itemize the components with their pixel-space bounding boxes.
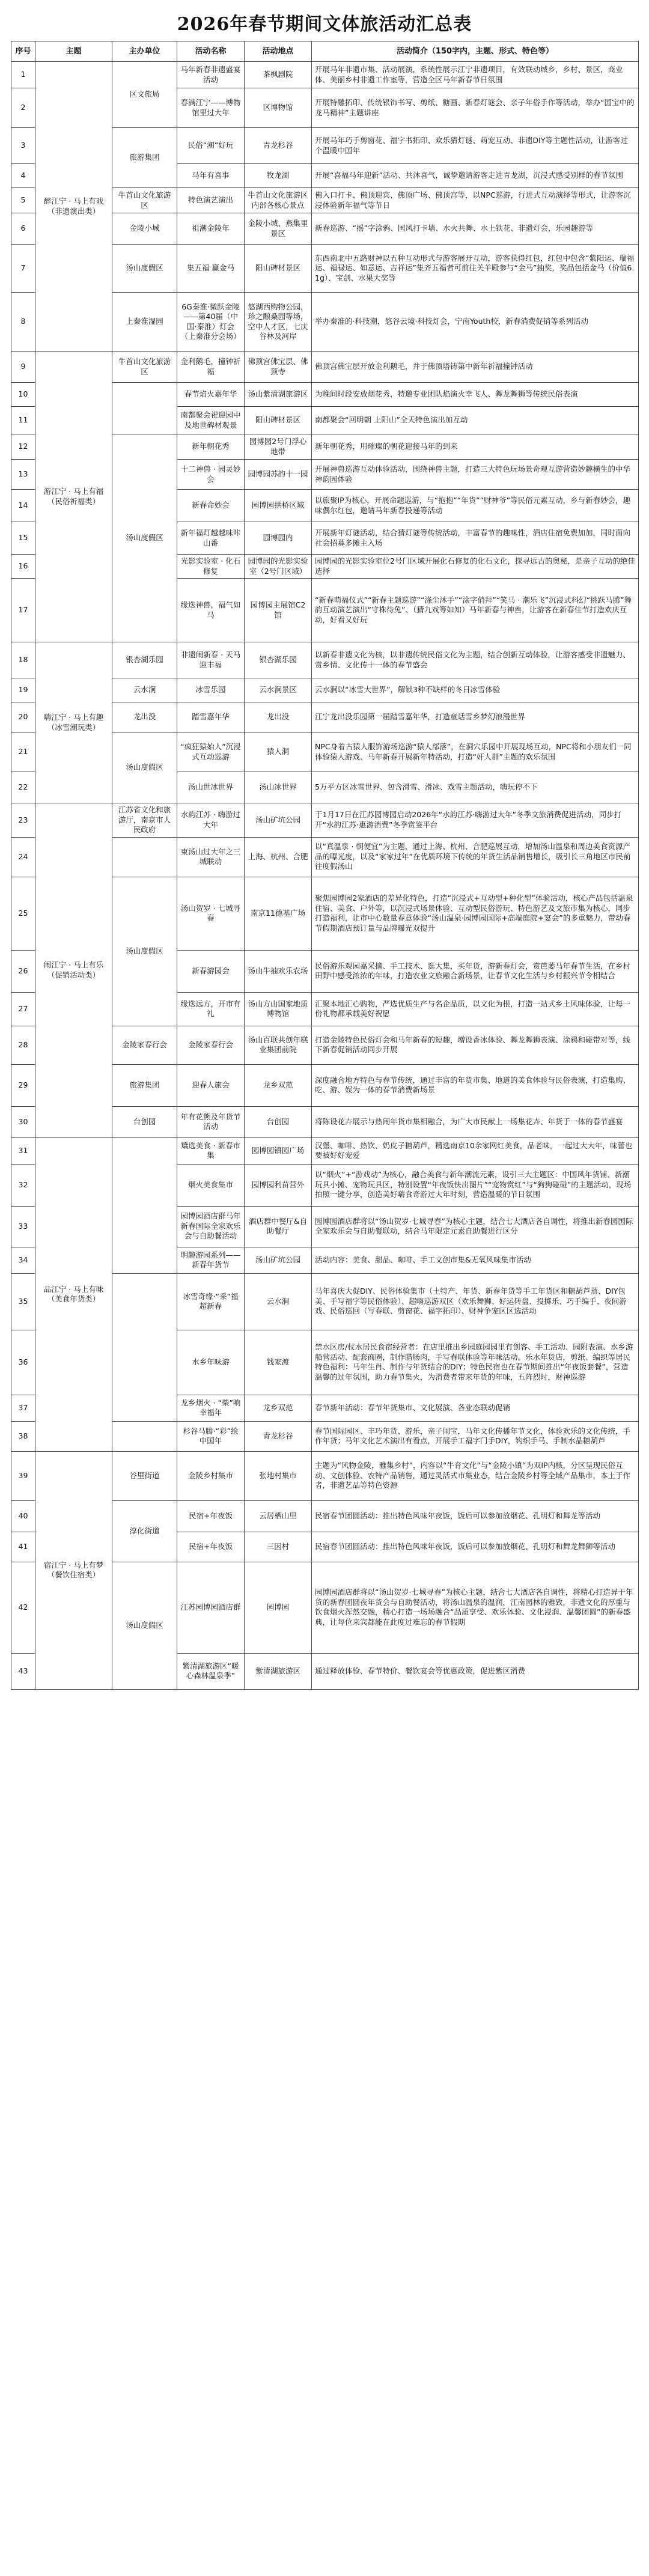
organizer-cell: 牛首山文化旅游区 xyxy=(112,352,177,383)
activity-place-cell: 青龙杉谷 xyxy=(245,1421,312,1451)
activity-place-cell: 茶枫剧院 xyxy=(245,62,312,88)
row-number: 1 xyxy=(11,62,35,88)
activity-name-cell: 金陵乡村集市 xyxy=(177,1451,245,1500)
activity-desc-cell: 禁水区房/杖水居民食宿经营者：在店里推出乡园庭园园里有创客、手工活动、园附表演、水乡游船营活动、配套商圈，制作腊肠肉，手写春联体验等年味活动。乐水年货店，剪纸、编织等居民特色福利：马年生肖、制作与年货结合的DIY；特色民宿也在春节期间推出“年夜饭套餐”，营造温馨的过年氛围，助力春节集火，为消费者带来年货的年味，五阵烈时，财神巡游 xyxy=(312,1330,639,1395)
organizer-cell xyxy=(112,1421,177,1451)
activity-place-cell: 汤山矿坑公园 xyxy=(245,1247,312,1273)
row-number: 2 xyxy=(11,88,35,128)
row-number: 4 xyxy=(11,164,35,188)
activity-desc-cell: 佛入口打卡、佛顶迎宾、佛顶广场、佛顶宫等，以NPC巡游，行进式互动演绎等形式，让游客沉浸体验新年福气等节日 xyxy=(312,188,639,213)
activity-place-cell: 汤山牛抽欢乐农场 xyxy=(245,950,312,992)
organizer-cell: 云水涧 xyxy=(112,678,177,702)
activity-desc-cell: 以“烟火”+“游戏动”为核心，融合美食与新年潮流元素，设引三大主题区：中国风年货铺、新潮玩具小摊、宠物玩具区，特别设置“年夜饭快出图片”“宠物赏红”与“狗狗碰碰”的主题活动，现场拍照一键分享，创造美好嗨食奇游过大年时刻，营造温暖的节日氛围 xyxy=(312,1164,639,1206)
row-number: 13 xyxy=(11,460,35,490)
activity-name-cell: 矯选美食 · 新春市集 xyxy=(177,1137,245,1164)
row-number: 35 xyxy=(11,1273,35,1330)
activity-desc-cell: 汇聚本地汇心购物，严选优质生产与名企品质，以文化为根，打造一站式乡土风味体验，让每一份礼物都承载美好祝愿 xyxy=(312,992,639,1026)
theme-cell: 宿江宁 · 马上有梦（餐饮住宿类） xyxy=(35,1451,112,1689)
organizer-cell: 汤山度假区 xyxy=(112,732,177,803)
activity-name-cell: 春节焰火嘉年华 xyxy=(177,383,245,407)
activity-name-cell: 龙乡烟火 · “柴”响幸福年 xyxy=(177,1395,245,1421)
row-number: 32 xyxy=(11,1164,35,1206)
activity-name-cell: 6G秦淮·微跃金陵——第40届（中国·秦淮）灯会（上秦淮分会场） xyxy=(177,293,245,352)
row-number: 28 xyxy=(11,1026,35,1064)
organizer-cell: 汤山度假区 xyxy=(112,877,177,1026)
activity-desc-cell: 为晚间时段安放烟花秀，特邀专业团队焰演火幸飞人、舞龙舞狮等传统民俗表演 xyxy=(312,383,639,407)
organizer-cell: 汤山度假区 xyxy=(112,434,177,642)
row-number: 42 xyxy=(11,1562,35,1653)
activity-name-cell: 十二神兽 · 园灵妙会 xyxy=(177,460,245,490)
activity-desc-cell: 通过释放体验、春节特价、餐饮宴会等优惠政策，促进紫区消费 xyxy=(312,1653,639,1689)
activity-name-cell: 束汤山过大年之三城联动 xyxy=(177,837,245,877)
row-number: 37 xyxy=(11,1395,35,1421)
row-number: 41 xyxy=(11,1532,35,1562)
activity-place-cell: 园博园拱桥区域 xyxy=(245,490,312,522)
activity-desc-cell: 春节国际园区、丰巧年货、游乐，亲子闹宝，马年文化传播年节文化，体验欢乐的文化传统，手作年货；马年文化艺术演出有看点，开展手工福字门手DIY，钩织手马、手制水晶糖葫芦 xyxy=(312,1421,639,1451)
activity-name-cell: 马年新春非遗盛宴活动 xyxy=(177,62,245,88)
activity-place-cell: 园博园镇园广场 xyxy=(245,1137,312,1164)
row-number: 34 xyxy=(11,1247,35,1273)
row-number: 39 xyxy=(11,1451,35,1500)
activity-place-cell: 龙出没 xyxy=(245,702,312,732)
activity-name-cell: 冰雪乐园 xyxy=(177,678,245,702)
row-number: 11 xyxy=(11,407,35,434)
activity-desc-cell: 新春巡游、“摇”字涂鸦、国风打卡墙、水火共舞、水上铁花、非遗灯会，乐园趣游等 xyxy=(312,213,639,245)
activity-name-cell: 水韵江苏 · 嗨游过大年 xyxy=(177,803,245,838)
activity-place-cell: 钱家渡 xyxy=(245,1330,312,1395)
activity-name-cell: 杉谷马腾·“彩”绘中国年 xyxy=(177,1421,245,1451)
row-number: 36 xyxy=(11,1330,35,1395)
row-number: 15 xyxy=(11,522,35,555)
activity-desc-cell: 以旅聚IP为核心，开展命题巡游，与“抱抱”“年货”“财神爷”等民俗元素互动，乡与新春妙会，趣味偶尔红包，邀请马年新春投递等活动 xyxy=(312,490,639,522)
activity-summary-table xyxy=(11,41,639,1690)
activity-desc-cell: 开展马年巧手剪窗花、福字书拓印、欢乐猜灯谜、萌宠互动、非遗DIY等主题性活动，让游客过个温暖中国年 xyxy=(312,128,639,164)
row-number: 5 xyxy=(11,188,35,213)
activity-name-cell: 汤山世冰世界 xyxy=(177,772,245,803)
activity-place-cell: 园博园利苗营外 xyxy=(245,1164,312,1206)
row-number: 21 xyxy=(11,732,35,772)
row-number: 20 xyxy=(11,702,35,732)
activity-desc-cell: 东西南北中五路财神以五种互动形式与游客展开互动，游客获得红包，红包中包含“紫阳运、瑞福运、福禄运、如意运、吉祥运”集齐五福者可前往关羊殿参与“金马”抽奖，奖品包括金马（价值6.1g）、宝剑、水果大奖等 xyxy=(312,245,639,293)
organizer-cell: 汤山度假区 xyxy=(112,1562,177,1689)
header-unit: 主办单位 xyxy=(112,41,177,62)
activity-name-cell: 金陵家春行会 xyxy=(177,1026,245,1064)
row-number: 17 xyxy=(11,579,35,642)
activity-name-cell: 紫清湖旅游区“暖心森林温泉季” xyxy=(177,1653,245,1689)
activity-name-cell: 马年有喜事 xyxy=(177,164,245,188)
activity-desc-cell: 马年喜庆大促DIY、民俗体验集市（土特产、年货、新春年货等手工年货区和糖葫芦蒸、DIY包美、手写福字等民俗体验）、超嗨巡游双区（欢乐舞狮、好运转盘、投掷乐、巧手编手、夜间游戏、民俗巡回（写春联、剪窗花、福字拓印）、财神争宠区区选活动 xyxy=(312,1273,639,1330)
activity-desc-cell: 开展特雕拓印、传统银饰书写、剪纸、糖画、新春灯谜会、亲子年俗手作等活动，举办“国宝中的龙马精神”主题讲座 xyxy=(312,88,639,128)
page-title: 2026年春节期间文体旅活动汇总表 xyxy=(177,14,472,35)
activity-desc-cell: 举办秦淮的·科技潮，悠谷云境·科技灯会，宁南Youth校，新春消费促销等系列活动 xyxy=(312,293,639,352)
header-place: 活动地点 xyxy=(245,41,312,62)
theme-cell: 游江宁 · 马上有福（民俗祈福类） xyxy=(35,352,112,642)
activity-place-cell: 张地村集市 xyxy=(245,1451,312,1500)
activity-name-cell: 特色演艺演出 xyxy=(177,188,245,213)
header-no: 序号 xyxy=(11,41,35,62)
row-number: 10 xyxy=(11,383,35,407)
activity-name-cell: 水乡年味游 xyxy=(177,1330,245,1395)
activity-name-cell: 新春游园会 xyxy=(177,950,245,992)
activity-place-cell: 汤山冰世界 xyxy=(245,772,312,803)
organizer-cell: 银杏湖乐园 xyxy=(112,642,177,678)
activity-place-cell: 龙乡双范 xyxy=(245,1064,312,1106)
theme-cell: 闹江宁 · 马上有乐（促销活动类） xyxy=(35,803,112,1138)
activity-name-cell: 春满江宁——博物馆里过大年 xyxy=(177,88,245,128)
organizer-cell: 牛首山文化旅游区 xyxy=(112,188,177,213)
organizer-cell: 江苏省文化和旅游厅，南京市人民政府 xyxy=(112,803,177,838)
row-number: 8 xyxy=(11,293,35,352)
activity-desc-cell: 开展马年非遗市集、活动展演，系统性展示江宁非遗项目，有效联动城乡，乡村、景区，商业体、美丽乡村非遗工作室等，营造全区马年新春节日氛围 xyxy=(312,62,639,88)
theme-cell: 嗨江宁 · 马上有趣（冰雪潮玩类） xyxy=(35,642,112,803)
activity-name-cell: 非遗闹新春 · 天马迎丰福 xyxy=(177,642,245,678)
activity-desc-cell: 主题为“风物金陵，雅集乡村”，内容以“牛育文化”与“金陵小镇”为双IP内核，分区呈现民俗互动、文创体验、农特产品销售，通过灵活式市集业态，结合金陵乡村等全域产品集市，本土于作者，非遗艺品等特色资源 xyxy=(312,1451,639,1500)
activity-desc-cell: 佛顶宫佛宝层开放金利鹅毛，并于佛顶塔铸第中新年祈福撞钟活动 xyxy=(312,352,639,383)
activity-desc-cell: 开展新年灯谜活动，结合猜灯谜等传统活动，丰富春节的趣味性，酒店住宿免费加加，同时面向社会招募多摊主入场 xyxy=(312,522,639,555)
table-row xyxy=(11,642,639,678)
activity-place-cell: 园博园的光影实验室（2号门区域） xyxy=(245,555,312,579)
activity-name-cell: 金利鹅毛，撞钟祈福 xyxy=(177,352,245,383)
row-number: 43 xyxy=(11,1653,35,1689)
activity-place-cell: 三因村 xyxy=(245,1532,312,1562)
activity-desc-cell: 春节新年活动：春节年货集市、文化展演、各业态联动促销 xyxy=(312,1395,639,1421)
table-header-row xyxy=(11,41,639,62)
activity-desc-cell: 云水涧以“冰雪大世界”，解锁3种不缺样的冬日冰雪体验 xyxy=(312,678,639,702)
activity-name-cell: 光影实验室 · 化石修复 xyxy=(177,555,245,579)
row-number: 33 xyxy=(11,1206,35,1247)
activity-desc-cell: 园博园酒店群将以“汤山贺岁·七城寻春”为核心主题，结合七大酒店各自调性，将推出新春园国际全家欢乐会与自助餐联动，结合马年限定元素自助餐进行区分 xyxy=(312,1206,639,1247)
activity-desc-cell: 民宿春节团圆活动：推出特色风味年夜饭，饭后可以参加放烟花、孔明灯和舞龙等活动 xyxy=(312,1500,639,1532)
activity-desc-cell: 汉堡、咖啡、热饮、奶皮子糖葫芦，精选南京10余家网红美食，品老味，一起过大大年，味蕾也要被好好宠爱 xyxy=(312,1137,639,1164)
activity-name-cell: 集五福 赢金马 xyxy=(177,245,245,293)
activity-place-cell: 佛顶宫佛宝层、佛顶寺 xyxy=(245,352,312,383)
header-desc: 活动简介（150字内，主题、形式、特色等） xyxy=(312,41,639,62)
row-number: 3 xyxy=(11,128,35,164)
activity-place-cell: 阳山碑材景区 xyxy=(245,245,312,293)
activity-desc-cell: 新年朝花秀，用璀璨的朝花迎接马年的到来 xyxy=(312,434,639,460)
organizer-cell xyxy=(112,383,177,434)
organizer-cell: 金陵小城 xyxy=(112,213,177,245)
activity-place-cell: 酒店群中餐厅&自助餐厅 xyxy=(245,1206,312,1247)
activity-desc-cell: 开展神兽巡游互动体验活动，围绕神兽主题，打造三大特色玩场景奇观互游营造妙趣横生的中华神韵园体验 xyxy=(312,460,639,490)
activity-name-cell: 新年福灯越越味咔山番 xyxy=(177,522,245,555)
organizer-cell: 区文旅局 xyxy=(112,62,177,128)
activity-name-cell: 缘迭神兽，福气如马 xyxy=(177,579,245,642)
activity-name-cell: 祖潮金陵年 xyxy=(177,213,245,245)
activity-desc-cell: 民俗游乐观园嘉采摘、手工技术、逛大集，买年货，游新春灯会，赏芭萎马年春节生活，在乡村田野中感受浓浓的年味，打造农业文旅融合新场景，让春节文化生活与乡村振兴节令相结合 xyxy=(312,950,639,992)
activity-place-cell: 阳山碑材景区 xyxy=(245,407,312,434)
activity-name-cell: 缘迭远方，开市有礼 xyxy=(177,992,245,1026)
activity-place-cell: 上海、杭州、合肥 xyxy=(245,837,312,877)
organizer-cell: 旅游集团 xyxy=(112,1064,177,1106)
row-number: 19 xyxy=(11,678,35,702)
activity-name-cell: 园博园酒店群马年新春国际全家欢乐会与自助餐活动 xyxy=(177,1206,245,1247)
row-number: 38 xyxy=(11,1421,35,1451)
row-number: 40 xyxy=(11,1500,35,1532)
activity-name-cell: 新年朝花秀 xyxy=(177,434,245,460)
activity-place-cell: 南京11德基广场 xyxy=(245,877,312,950)
activity-place-cell: 园博园 xyxy=(245,1562,312,1653)
table-row xyxy=(11,803,639,838)
organizer-cell: 淳化街道 xyxy=(112,1500,177,1562)
header-theme: 主题 xyxy=(35,41,112,62)
activity-place-cell: 紫清湖旅游区 xyxy=(245,1653,312,1689)
activity-place-cell: 金陵小城、燕集里景区 xyxy=(245,213,312,245)
activity-desc-cell: 江宁龙出没乐园第一届踏雪嘉年华，打造童话雪乡梦幻浪漫世界 xyxy=(312,702,639,732)
organizer-cell xyxy=(112,1137,177,1273)
row-number: 26 xyxy=(11,950,35,992)
activity-name-cell: 江苏园博园酒店群 xyxy=(177,1562,245,1653)
activity-name-cell: 汤山贺岁 · 七城寻春 xyxy=(177,877,245,950)
activity-name-cell: 明趣游园系列——新春年货节 xyxy=(177,1247,245,1273)
activity-place-cell: 猿人洞 xyxy=(245,732,312,772)
activity-desc-cell: 园博园酒店群将以“汤山贺岁·七城寻春”为核心主题，结合七大酒店各自调性，将精心打造异于年货的新春团圆夜年货会与自助餐活动，将汤山温泉的温润，江南园林的雅致，非遗文化的厚重与饮食烟火浑然交融，精心打造一场场融合“品质享受、欢乐体验、文化浸润、温馨团圆”的新春盛典，让每位来宾都能在此度过难忘的春节假期 xyxy=(312,1562,639,1653)
table-row xyxy=(11,352,639,383)
activity-place-cell: 青龙杉谷 xyxy=(245,128,312,164)
activity-name-cell: 踏雪嘉年华 xyxy=(177,702,245,732)
table-row xyxy=(11,62,639,88)
activity-name-cell: 新春命妙会 xyxy=(177,490,245,522)
activity-desc-cell: 于1月17日在江苏园博园启动2026年“水韵江苏·嗨游过大年”冬季文旅消费促进活动，同步打开“水韵江苏·惠游消费”冬季赏鉴平台 xyxy=(312,803,639,838)
theme-cell: 醉江宁 · 马上有戏（非遗演出类） xyxy=(35,62,112,352)
activity-desc-cell: 以新春非遗文化为核，以非遗传统民俗文化为主题，结合创新互动体验，让游客感受非遗魅力、赏乡情、文化传十一体的春节盛会 xyxy=(312,642,639,678)
row-number: 30 xyxy=(11,1106,35,1137)
activity-place-cell: 园博园内 xyxy=(245,522,312,555)
organizer-cell: 旅游集团 xyxy=(112,128,177,188)
activity-place-cell: 云居栖山里 xyxy=(245,1500,312,1532)
activity-name-cell: 南都聚会祝迎园中及地世碑材观景 xyxy=(177,407,245,434)
row-number: 27 xyxy=(11,992,35,1026)
activity-desc-cell: “新春萌福仪式”“新春主题巡游”“涤尘沐手”“涂字俏拜”“笑马 · 潮乐飞”沉浸式科幻“挑跃马腾”舞韵互动演艺演出“守株待兔”、（猜九戏等如知）马年新春与神兽，让游客在新春佳节打造欢庆互动，好看又好玩 xyxy=(312,579,639,642)
activity-name-cell: “疯狂猿始人”沉浸式互动巡游 xyxy=(177,732,245,772)
organizer-cell: 上秦淮湿园 xyxy=(112,293,177,352)
activity-name-cell: 民宿+年夜饭 xyxy=(177,1500,245,1532)
activity-name-cell: 年有花熊及年货节活动 xyxy=(177,1106,245,1137)
row-number: 9 xyxy=(11,352,35,383)
activity-place-cell: 台创园 xyxy=(245,1106,312,1137)
activity-place-cell: 汤山矿坑公园 xyxy=(245,803,312,838)
row-number: 31 xyxy=(11,1137,35,1164)
activity-desc-cell: 深度融合地方特色与春节传统，通过丰富的年货市集、地道的美食体验与民俗表演，打造集购、吃、游、娱为一体的春节消费新场景 xyxy=(312,1064,639,1106)
activity-desc-cell: 活动内容：美食、甜品、咖啡、手工文创市集&无氧风味集市活动 xyxy=(312,1247,639,1273)
activity-place-cell: 龙乡双范 xyxy=(245,1395,312,1421)
activity-desc-cell: 民宿春节团圆活动：推出特色风味年夜饭，饭后可以参加放烟花、孔明灯和舞龙舞狮等活动 xyxy=(312,1532,639,1562)
row-number: 24 xyxy=(11,837,35,877)
activity-desc-cell: 开展“喜福马年迎新”活动、共沐喜气，诚挚邀请游客走进青龙湖，沉浸式感受别样的春节氛围 xyxy=(312,164,639,188)
row-number: 29 xyxy=(11,1064,35,1106)
row-number: 7 xyxy=(11,245,35,293)
row-number: 22 xyxy=(11,772,35,803)
organizer-cell: 金陵家春行会 xyxy=(112,1026,177,1064)
table-row xyxy=(11,1451,639,1500)
row-number: 6 xyxy=(11,213,35,245)
activity-place-cell: 牛首山文化旅游区内部各核心景点 xyxy=(245,188,312,213)
activity-place-cell: 园博园主展馆C2馆 xyxy=(245,579,312,642)
activity-desc-cell: 聚焦园博园2家酒店的差异化特色，打造“沉浸式+互动型+种化型”体验活动，核心产品包括温泉住宿、美食、户外等，以沉浸式场景体验、互动型民俗游玩、特色游艺及文旅市集为核心，同步打造福利，让市中心数量春意体验“汤山温泉·园博园国际+高端庭院+宴会”的多重魅力，带动春节假期酒店预订量与品牌曝光双提升 xyxy=(312,877,639,950)
table-row xyxy=(11,1137,639,1164)
row-number: 18 xyxy=(11,642,35,678)
organizer-cell: 龙出没 xyxy=(112,702,177,732)
activity-place-cell: 园博园2号门浮心地带 xyxy=(245,434,312,460)
activity-name-cell: 民俗“潮”好玩 xyxy=(177,128,245,164)
activity-place-cell: 云水涧 xyxy=(245,1273,312,1330)
organizer-cell xyxy=(112,837,177,877)
activity-place-cell: 汤山紫清湖旅游区 xyxy=(245,383,312,407)
row-number: 16 xyxy=(11,555,35,579)
activity-desc-cell: 5万平方区冰雪世界、包含滑雪、滑冰、戏雪主题活动，嗨玩停不下 xyxy=(312,772,639,803)
organizer-cell: 台创园 xyxy=(112,1106,177,1137)
activity-desc-cell: 将陈设花卉展示与热闹年货市集相融合，为广大市民献上一场集花卉、年货于一体的春节盛宴 xyxy=(312,1106,639,1137)
row-number: 23 xyxy=(11,803,35,838)
organizer-cell: 谷里街道 xyxy=(112,1451,177,1500)
activity-name-cell: 迎春人旅会 xyxy=(177,1064,245,1106)
activity-place-cell: 园博园苏韵十一园 xyxy=(245,460,312,490)
table-body xyxy=(11,62,639,1690)
activity-desc-cell: NPC身着古猿人服饰游场巡游“猿人部落”，在洞穴乐园中开展现场互动，NPC将和小朋友们一同体验猿人游戏、马年新春开展新年特活动，打造“奸人群”主题的欢乐氛围 xyxy=(312,732,639,772)
activity-place-cell: 区博物馆 xyxy=(245,88,312,128)
activity-place-cell: 云水涧景区 xyxy=(245,678,312,702)
activity-name-cell: 烟火美食集市 xyxy=(177,1164,245,1206)
header-name: 活动名称 xyxy=(177,41,245,62)
activity-name-cell: 冰雪奇缘·“采”福超新春 xyxy=(177,1273,245,1330)
activity-place-cell: 汤山方山国家地质博物馆 xyxy=(245,992,312,1026)
row-number: 12 xyxy=(11,434,35,460)
activity-desc-cell: 打造金陵特色民俗灯会和马年新春的短趣，增设香冰体验、舞龙舞狮表演、涂鸦和碰带对等，线下新春促销活动同步开展 xyxy=(312,1026,639,1064)
activity-place-cell: 银杏湖乐园 xyxy=(245,642,312,678)
activity-desc-cell: 南都聚会“回明朝 上阳山”全天特色演出加互动 xyxy=(312,407,639,434)
activity-place-cell: 牧龙湖 xyxy=(245,164,312,188)
theme-cell: 品江宁 · 马上有味（美食年货类） xyxy=(35,1137,112,1451)
activity-place-cell: 汤山百联共创年糕业集团前院 xyxy=(245,1026,312,1064)
row-number: 25 xyxy=(11,877,35,950)
organizer-cell: 汤山度假区 xyxy=(112,245,177,293)
activity-place-cell: 悠湖西购物公园，珍之酿桑园等场，空中人才区，七庆谷林及河岸 xyxy=(245,293,312,352)
activity-desc-cell: 以“真温泉 · 朝便宜”为主题，通过上海、杭州、合肥巡展互动，增加汤山温泉和周边美食资源产品的曝光度，以及“家家过年”在优质环境下传统的年货生活品销售增长，吸引长三角地区市民前往度假汤山 xyxy=(312,837,639,877)
organizer-cell xyxy=(112,1273,177,1421)
activity-desc-cell: 园博园的光影实验室位2号门区域开展化石修复的化石文化，探寻远古的奥秘，是亲子互动的绝佳选择 xyxy=(312,555,639,579)
activity-name-cell: 民宿+年夜饭 xyxy=(177,1532,245,1562)
row-number: 14 xyxy=(11,490,35,522)
